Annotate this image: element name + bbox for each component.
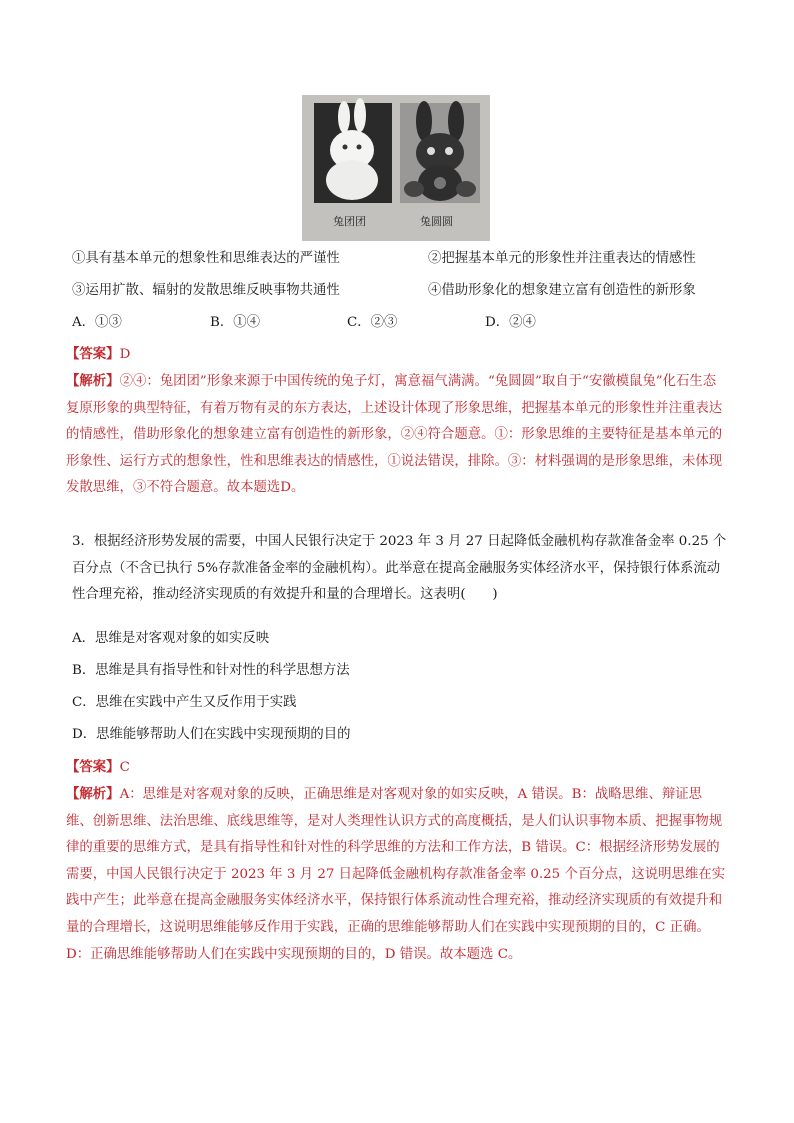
q3-answer (66, 757, 130, 778)
q3-option-d: D．思维能够帮助人们在实践中实现预期的目的 (72, 727, 351, 742)
q3-analysis (66, 781, 726, 968)
q2-analysis (66, 368, 726, 502)
figure-caption-right: 兔圆圆 (420, 215, 453, 228)
q2-item-4: ④借助形象化的想象建立富有创造性的新形象 (428, 283, 696, 298)
q2-analysis-text: ②④：兔团团”形象来源于中国传统的兔子灯，寓意福气满满。“兔圆圆”取自于“安徽模鼠兔”化石生态复原形象的典型特征，有着万物有灵的东方表达，上述设计体现了形象思维，把握基本单元的形象性并注重表达的情感性，借助形象化的想象建立富有创造性的新形象，②④符合题意。①：形象思维的主要特征是基本单元的形象性、运行方式的想象性，性和思维表达的情感性，①说法错误，排除。③：材料强调的是形象思维，未体现发散思维，③不符合题意。故本题选D。 (66, 374, 723, 496)
q2-option-a: A．①③ (72, 315, 122, 330)
q2-answer-value: D (119, 347, 131, 362)
q3-analysis-text: A：思维是对客观对象的反映，正确思维是对客观对象的如实反映，A 错误。B：战略思维、辩证思维、创新思维、法治思维、底线思维等，是对人类理性认识方式的高度概括，是人们认识事物本质、把握事物规律的重要的思维方式，是具有指导性和针对性的科学思维的方法和工作方法，B 错误。C：根据经济形势发展的需要，中国人民银行决定于 2023 年 3 月 27 日起降低金融机构存款准备金率 0.25 个百分点，这说明思维在实践中产生；此举意在提高金融服务实体经济水平，保持银行体系流动性合理充裕，推动经济实现质的有效提升和量的合理增长，这说明思维能够反作用于实践，正确的思维能够帮助人们在实践中实现预期的目的，C 正确。D：正确思维能够帮助人们在实践中实现预期的目的，D 错误。故本题选 C。 (66, 787, 726, 962)
q2-item-2: ②把握基本单元的形象性并注重表达的情感性 (428, 251, 696, 266)
q2-option-c: C．②③ (347, 315, 398, 330)
q2-item-1: ①具有基本单元的想象性和思维表达的严谨性 (72, 251, 340, 266)
figure-caption-left: 兔团团 (333, 215, 366, 228)
q2-answer (66, 344, 130, 365)
q3-analysis-label: 【解析】 (66, 786, 120, 802)
q3-option-c: C．思维在实践中产生又反作用于实践 (72, 695, 297, 710)
q3-answer-label: 【答案】 (66, 759, 120, 775)
q2-analysis-label: 【解析】 (66, 373, 120, 389)
q3-option-b: B．思维是具有指导性和针对性的科学思想方法 (72, 663, 350, 678)
rabbit-figure-image (302, 95, 490, 241)
q2-option-b: B．①④ (210, 315, 261, 330)
q2-item-3: ③运用扩散、辐射的发散思维反映事物共通性 (72, 283, 340, 298)
q3-option-a: A．思维是对客观对象的如实反映 (72, 631, 270, 646)
q2-answer-label: 【答案】 (66, 346, 120, 362)
q3-answer-value: C (119, 760, 130, 775)
q2-option-d: D．②④ (485, 315, 536, 330)
q3-stem: 3．根据经济形势发展的需要，中国人民银行决定于 2023 年 3 月 27 日起降低金融机构存款准备金率 0.25 个百分点（不含已执行 5%存款准备金率的金融机构）。此举意在提高金融服务实体经济水平，保持银行体系流动性合理充裕，推动经济实现质的有效提升和量的合理增长。这表明( ) (72, 534, 727, 603)
